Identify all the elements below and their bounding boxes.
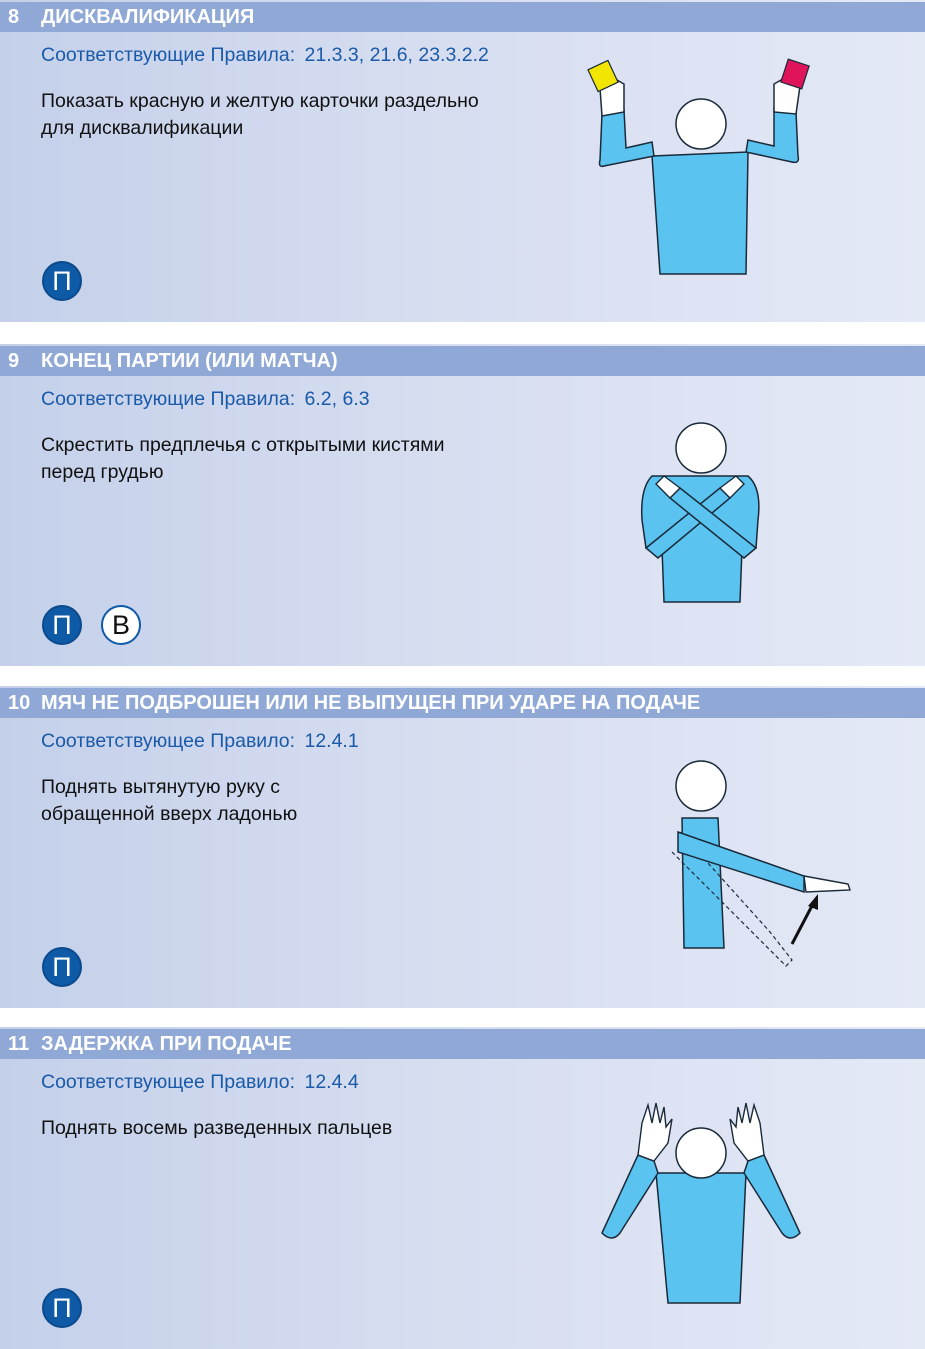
section-header — [0, 346, 925, 376]
section-title: ЗАДЕРЖКА ПРИ ПОДАЧЕ — [41, 1033, 292, 1055]
rules-label: Соответствующее Правило: — [41, 1071, 296, 1093]
rules-label: Соответствующее Правило: — [41, 730, 296, 752]
rules-line — [41, 1071, 359, 1094]
rules-label: Соответствующие Правила: — [41, 388, 296, 410]
section-header — [0, 1029, 925, 1059]
signal-description: Поднять восемь разведенных пальцев — [41, 1117, 393, 1139]
section-11 — [0, 1027, 925, 1349]
signal-description: Поднять вытянутую руку с обращенной вверх ладонью — [41, 776, 298, 825]
section-header — [0, 688, 925, 718]
badge-first-referee: П — [42, 261, 82, 301]
rules-line — [41, 44, 489, 67]
disqualification-gesture-icon — [560, 36, 860, 286]
section-number: 11 — [8, 1033, 30, 1055]
section-number: 10 — [8, 692, 31, 714]
section-title: ДИСКВАЛИФИКАЦИЯ — [41, 6, 255, 28]
section-10 — [0, 686, 925, 1008]
rules-line — [41, 388, 370, 411]
rules-value: 12.4.4 — [304, 1071, 359, 1093]
section-number: 8 — [8, 6, 20, 28]
rules-value: 21.3.3, 21.6, 23.3.2.2 — [304, 44, 489, 66]
section-number: 9 — [8, 350, 20, 372]
section-8 — [0, 0, 925, 322]
crossed-arms-gesture-icon — [560, 380, 860, 630]
section-title: МЯЧ НЕ ПОДБРОШЕН ИЛИ НЕ ВЫПУЩЕН ПРИ УДАРЕ НА ПОДАЧЕ — [41, 692, 701, 714]
badge-second-referee: В — [101, 605, 141, 645]
rules-label: Соответствующие Правила: — [41, 44, 296, 66]
rules-value: 6.2, 6.3 — [304, 388, 370, 410]
badge-first-referee: П — [42, 947, 82, 987]
rules-value: 12.4.1 — [304, 730, 359, 752]
rules-line — [41, 730, 359, 753]
eight-fingers-gesture-icon — [560, 1063, 860, 1313]
raised-arm-gesture-icon — [560, 722, 860, 972]
section-9 — [0, 344, 925, 666]
badge-first-referee: П — [42, 1288, 82, 1328]
signal-description: Показать красную и желтую карточки раздельно для дисквалификации — [41, 90, 479, 139]
section-header — [0, 2, 925, 32]
section-title: КОНЕЦ ПАРТИИ (ИЛИ МАТЧА) — [41, 350, 338, 372]
badge-first-referee: П — [42, 605, 82, 645]
signal-description: Скрестить предплечья с открытыми кистями перед грудью — [41, 434, 445, 483]
